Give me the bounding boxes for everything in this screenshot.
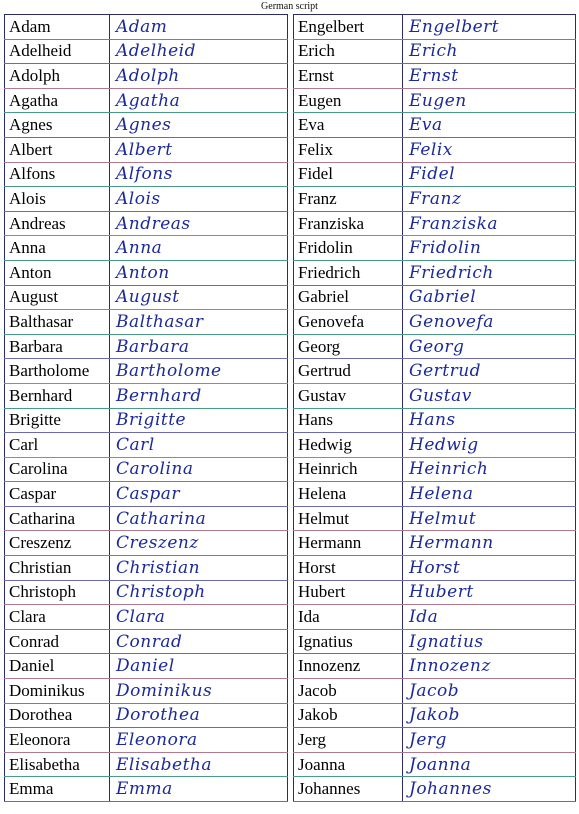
handwritten-name: Anna [110, 236, 288, 261]
handwritten-name: Caspar [110, 482, 288, 507]
printed-name: Helmut [294, 506, 403, 531]
name-row [5, 654, 288, 679]
printed-name: Georg [294, 334, 403, 359]
name-row [5, 211, 288, 236]
handwritten-name: Balthasar [110, 310, 288, 335]
name-row [294, 703, 576, 728]
name-row [294, 506, 576, 531]
printed-name: Eleonora [5, 728, 110, 753]
handwritten-name: Eleonora [110, 728, 288, 753]
handwritten-name: Heinrich [403, 457, 576, 482]
handwritten-name: Felix [403, 137, 576, 162]
name-row [5, 629, 288, 654]
handwritten-name: Fidel [403, 162, 576, 187]
name-row [5, 64, 288, 89]
printed-name: Helena [294, 482, 403, 507]
handwritten-name: Eva [403, 113, 576, 138]
name-row [294, 752, 576, 777]
handwritten-name: Jacob [403, 679, 576, 704]
name-row [5, 752, 288, 777]
printed-name: Caspar [5, 482, 110, 507]
handwritten-name: Fridolin [403, 236, 576, 261]
handwritten-name: Agnes [110, 113, 288, 138]
printed-name: Heinrich [294, 457, 403, 482]
handwritten-name: Helmut [403, 506, 576, 531]
printed-name: Adolph [5, 64, 110, 89]
handwritten-name: Georg [403, 334, 576, 359]
name-row [5, 531, 288, 556]
name-row [5, 137, 288, 162]
printed-name: Engelbert [294, 15, 403, 40]
handwritten-name: Engelbert [403, 15, 576, 40]
printed-name: Christian [5, 556, 110, 581]
name-row [294, 236, 576, 261]
name-row [5, 457, 288, 482]
printed-name: Johannes [294, 777, 403, 802]
name-row [5, 703, 288, 728]
printed-name: Ignatius [294, 629, 403, 654]
name-row [294, 383, 576, 408]
handwritten-name: Christoph [110, 580, 288, 605]
printed-name: Ida [294, 605, 403, 630]
handwritten-name: Horst [403, 556, 576, 581]
name-row [294, 433, 576, 458]
printed-name: Innozenz [294, 654, 403, 679]
name-row [294, 137, 576, 162]
handwritten-name: Conrad [110, 629, 288, 654]
page-title: German script [261, 1, 318, 12]
right-name-table [293, 14, 576, 802]
printed-name: August [5, 285, 110, 310]
name-row [5, 482, 288, 507]
handwritten-name: Gustav [403, 383, 576, 408]
name-row [5, 605, 288, 630]
printed-name: Fridolin [294, 236, 403, 261]
printed-name: Barbara [5, 334, 110, 359]
printed-name: Hubert [294, 580, 403, 605]
name-row [294, 88, 576, 113]
name-row [5, 187, 288, 212]
printed-name: Hedwig [294, 433, 403, 458]
printed-name: Gustav [294, 383, 403, 408]
printed-name: Gabriel [294, 285, 403, 310]
handwritten-name: Eugen [403, 88, 576, 113]
name-row [5, 334, 288, 359]
name-row [5, 383, 288, 408]
handwritten-name: Hans [403, 408, 576, 433]
name-row [294, 39, 576, 64]
printed-name: Albert [5, 137, 110, 162]
name-row [294, 64, 576, 89]
printed-name: Genovefa [294, 310, 403, 335]
printed-name: Erich [294, 39, 403, 64]
handwritten-name: Erich [403, 39, 576, 64]
name-row [294, 162, 576, 187]
name-row [294, 679, 576, 704]
printed-name: Bernhard [5, 383, 110, 408]
name-row [294, 629, 576, 654]
handwritten-name: Helena [403, 482, 576, 507]
printed-name: Adelheid [5, 39, 110, 64]
handwritten-name: Daniel [110, 654, 288, 679]
handwritten-name: Ignatius [403, 629, 576, 654]
handwritten-name: Carl [110, 433, 288, 458]
name-row [5, 260, 288, 285]
handwritten-name: Genovefa [403, 310, 576, 335]
handwritten-name: Dorothea [110, 703, 288, 728]
name-row [5, 728, 288, 753]
handwritten-name: Ernst [403, 64, 576, 89]
name-row [5, 506, 288, 531]
printed-name: Carl [5, 433, 110, 458]
handwritten-name: Adelheid [110, 39, 288, 64]
printed-name: Joanna [294, 752, 403, 777]
name-row [294, 211, 576, 236]
handwritten-name: Clara [110, 605, 288, 630]
printed-name: Emma [5, 777, 110, 802]
handwritten-name: Gabriel [403, 285, 576, 310]
printed-name: Hermann [294, 531, 403, 556]
name-row [5, 777, 288, 802]
printed-name: Gertrud [294, 359, 403, 384]
handwritten-name: Friedrich [403, 260, 576, 285]
printed-name: Alois [5, 187, 110, 212]
printed-name: Elisabetha [5, 752, 110, 777]
printed-name: Clara [5, 605, 110, 630]
handwritten-name: Gertrud [403, 359, 576, 384]
handwritten-name: Emma [110, 777, 288, 802]
printed-name: Dorothea [5, 703, 110, 728]
name-row [5, 580, 288, 605]
printed-name: Jacob [294, 679, 403, 704]
handwritten-name: Alois [110, 187, 288, 212]
printed-name: Eva [294, 113, 403, 138]
name-row [5, 113, 288, 138]
handwritten-name: Bernhard [110, 383, 288, 408]
name-row [5, 39, 288, 64]
printed-name: Fidel [294, 162, 403, 187]
handwritten-name: Franziska [403, 211, 576, 236]
printed-name: Jakob [294, 703, 403, 728]
handwritten-name: Anton [110, 260, 288, 285]
handwritten-name: Adam [110, 15, 288, 40]
printed-name: Balthasar [5, 310, 110, 335]
handwritten-name: Alfons [110, 162, 288, 187]
printed-name: Brigitte [5, 408, 110, 433]
handwritten-name: Johannes [403, 777, 576, 802]
printed-name: Friedrich [294, 260, 403, 285]
handwritten-name: Bartholome [110, 359, 288, 384]
name-row [5, 285, 288, 310]
handwritten-name: August [110, 285, 288, 310]
name-row [5, 15, 288, 40]
handwritten-name: Hubert [403, 580, 576, 605]
printed-name: Ernst [294, 64, 403, 89]
printed-name: Jerg [294, 728, 403, 753]
handwritten-name: Catharina [110, 506, 288, 531]
name-row [294, 310, 576, 335]
handwritten-name: Elisabetha [110, 752, 288, 777]
name-row [294, 334, 576, 359]
handwritten-name: Albert [110, 137, 288, 162]
printed-name: Alfons [5, 162, 110, 187]
printed-name: Agnes [5, 113, 110, 138]
handwritten-name: Jerg [403, 728, 576, 753]
printed-name: Andreas [5, 211, 110, 236]
name-row [5, 162, 288, 187]
printed-name: Felix [294, 137, 403, 162]
handwritten-name: Agatha [110, 88, 288, 113]
printed-name: Anton [5, 260, 110, 285]
name-row [294, 777, 576, 802]
name-row [294, 260, 576, 285]
name-row [294, 408, 576, 433]
name-row [294, 15, 576, 40]
handwritten-name: Barbara [110, 334, 288, 359]
handwritten-name: Ida [403, 605, 576, 630]
name-row [5, 88, 288, 113]
name-row [5, 556, 288, 581]
handwritten-name: Adolph [110, 64, 288, 89]
name-row [5, 679, 288, 704]
printed-name: Conrad [5, 629, 110, 654]
handwritten-name: Dominikus [110, 679, 288, 704]
printed-name: Horst [294, 556, 403, 581]
printed-name: Carolina [5, 457, 110, 482]
printed-name: Franziska [294, 211, 403, 236]
handwritten-name: Jakob [403, 703, 576, 728]
handwritten-name: Creszenz [110, 531, 288, 556]
name-row [5, 359, 288, 384]
handwritten-name: Hedwig [403, 433, 576, 458]
handwritten-name: Franz [403, 187, 576, 212]
name-row [294, 556, 576, 581]
name-row [5, 408, 288, 433]
name-row [294, 580, 576, 605]
printed-name: Bartholome [5, 359, 110, 384]
printed-name: Agatha [5, 88, 110, 113]
printed-name: Catharina [5, 506, 110, 531]
handwritten-name: Hermann [403, 531, 576, 556]
name-row [294, 531, 576, 556]
printed-name: Christoph [5, 580, 110, 605]
name-row [5, 310, 288, 335]
printed-name: Hans [294, 408, 403, 433]
name-row [294, 605, 576, 630]
name-row [294, 113, 576, 138]
name-row [5, 236, 288, 261]
printed-name: Eugen [294, 88, 403, 113]
printed-name: Dominikus [5, 679, 110, 704]
printed-name: Creszenz [5, 531, 110, 556]
handwritten-name: Andreas [110, 211, 288, 236]
name-row [294, 187, 576, 212]
printed-name: Anna [5, 236, 110, 261]
handwritten-name: Brigitte [110, 408, 288, 433]
printed-name: Daniel [5, 654, 110, 679]
name-row [294, 654, 576, 679]
handwritten-name: Carolina [110, 457, 288, 482]
name-row [294, 728, 576, 753]
name-row [294, 482, 576, 507]
name-row [294, 285, 576, 310]
left-name-table [4, 14, 288, 802]
name-row [294, 359, 576, 384]
printed-name: Adam [5, 15, 110, 40]
handwritten-name: Joanna [403, 752, 576, 777]
name-row [294, 457, 576, 482]
handwritten-name: Innozenz [403, 654, 576, 679]
printed-name: Franz [294, 187, 403, 212]
name-row [5, 433, 288, 458]
handwritten-name: Christian [110, 556, 288, 581]
